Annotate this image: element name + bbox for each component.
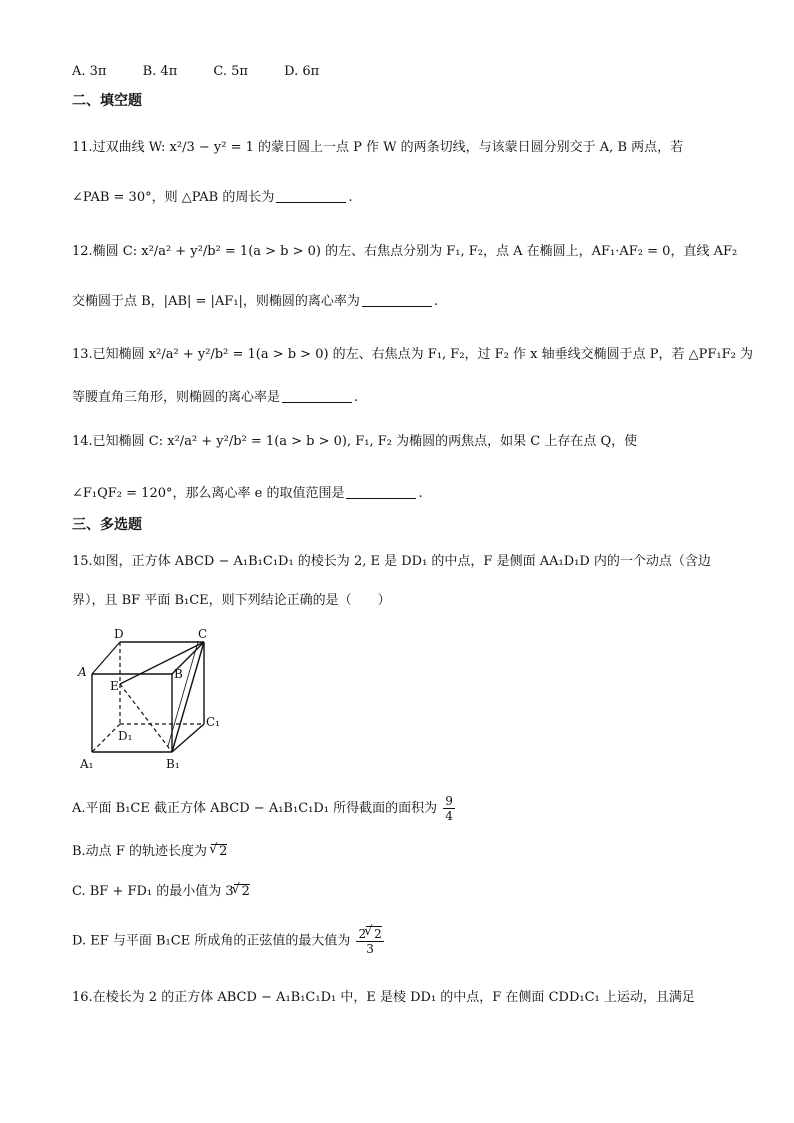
- q12-line1: 12.椭圆 C: x²/a² + y²/b² = 1(a > b > 0) 的左、右焦点分别为 F₁, F₂，点 A 在椭圆上，AF₁·AF₂ = 0，直线 AF₂: [72, 244, 738, 259]
- answer-blank[interactable]: [346, 486, 416, 499]
- answer-blank[interactable]: [282, 390, 352, 403]
- q14-line1: 14.已知椭圆 C: x²/a² + y²/b² = 1(a > b > 0), F₁, F₂ 为椭圆的两焦点，如果 C 上存在点 Q，使: [72, 434, 638, 449]
- q15-option-b[interactable]: B.动点 F 的轨迹长度为 √ 2: [72, 840, 227, 859]
- cube-figure: [72, 624, 232, 774]
- q15-line2: 界），且 BF 平面 B₁CE，则下列结论正确的是（ ）: [72, 593, 391, 608]
- segment-ec: [120, 642, 204, 684]
- option-a: A. 3π: [72, 64, 107, 79]
- label-e: E: [110, 679, 119, 693]
- sqrt: √ 2: [234, 884, 250, 899]
- label-c1: C₁: [206, 715, 220, 729]
- label-d1: D₁: [118, 729, 133, 743]
- fraction: $\frac{2√ 2}{3}$: [356, 926, 383, 956]
- label-b1: B₁: [166, 757, 180, 771]
- q13-line2: 等腰直角三角形，则椭圆的离心率是 .: [72, 390, 359, 405]
- label-a1: A₁: [80, 757, 94, 771]
- q15-option-a[interactable]: A.平面 B₁CE 截正方体 ABCD − A₁B₁C₁D₁ 所得截面的面积为 $\frac{9}{4}$: [72, 794, 453, 823]
- q15-option-c[interactable]: C. BF + FD₁ 的最小值为 3√ 2: [72, 880, 250, 899]
- q15-option-d[interactable]: D. EF 与平面 B₁CE 所成角的正弦值的最大值为 $\frac{2√ 2}{3}$: [72, 926, 386, 956]
- edge-a1d1-hidden: [92, 724, 120, 752]
- q13-line1: 13.已知椭圆 x²/a² + y²/b² = 1(a > b > 0) 的左、右焦点为 F₁, F₂，过 F₂ 作 x 轴垂线交椭圆于点 P，若 △PF₁F₂ 为: [72, 347, 753, 362]
- q12-line2: 交椭圆于点 B，|AB| = |AF₁|，则椭圆的离心率为 .: [72, 294, 439, 309]
- options-row-top: [72, 64, 351, 79]
- label-b: B: [174, 667, 183, 681]
- edge-ad: [92, 642, 120, 674]
- label-a: A: [78, 665, 87, 679]
- q15-line1: 15.如图，正方体 ABCD − A₁B₁C₁D₁ 的棱长为 2, E 是 DD₁ 的中点，F 是侧面 AA₁D₁D 内的一个动点（含边: [72, 554, 711, 569]
- option-d: D. 6π: [284, 64, 320, 79]
- q11-line2: ∠PAB = 30°，则 △PAB 的周长为 .: [72, 190, 353, 205]
- fraction: $\frac{9}{4}$: [445, 794, 453, 823]
- q16-line1: 16.在棱长为 2 的正方体 ABCD − A₁B₁C₁D₁ 中，E 是棱 DD₁ 的中点，F 在侧面 CDD₁C₁ 上运动，且满足: [72, 990, 695, 1005]
- section-title-fill-in: 二、填空题: [72, 93, 142, 109]
- q11-line1: 11.过双曲线 W: x²/3 − y² = 1 的蒙日圆上一点 P 作 W 的两条切线，与该蒙日圆分别交于 A, B 两点，若: [72, 140, 684, 155]
- option-c: C. 5π: [213, 64, 248, 79]
- label-c: C: [198, 627, 208, 641]
- section-title-multi-choice: 三、多选题: [72, 517, 142, 533]
- q14-line2: ∠F₁QF₂ = 120°，那么离心率 e 的取值范围是 .: [72, 486, 423, 501]
- answer-blank[interactable]: [362, 294, 432, 307]
- label-d: D: [114, 627, 124, 641]
- sqrt: √ 2: [211, 844, 227, 859]
- answer-blank[interactable]: [276, 190, 346, 203]
- option-b: B. 4π: [142, 64, 178, 79]
